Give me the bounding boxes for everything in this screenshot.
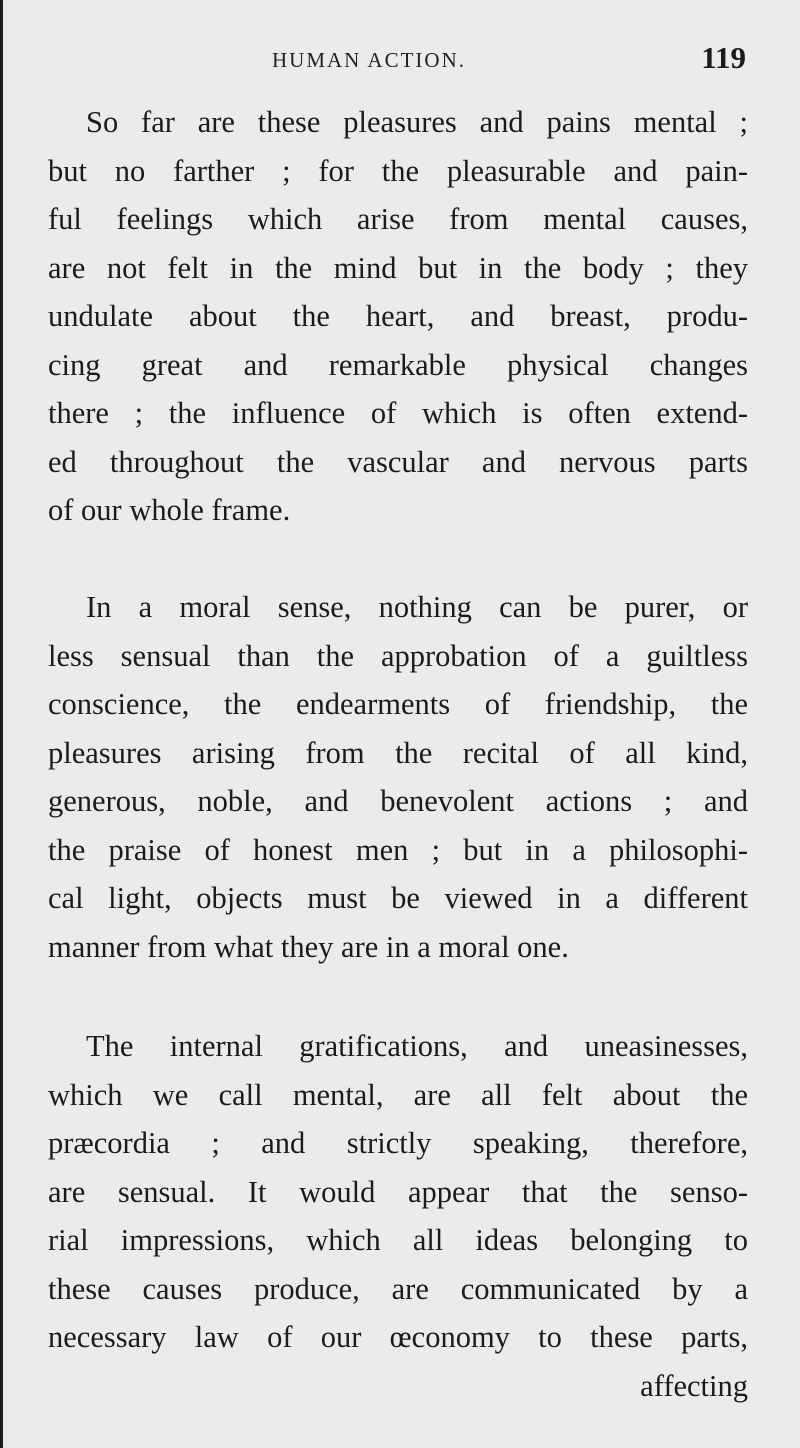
paragraph-line: præcordia ; and strictly speaking, therefore, [48, 1126, 748, 1160]
paragraph-line: which we call mental, are all felt about the [48, 1077, 748, 1112]
paragraph-1 [48, 98, 748, 535]
paragraph-line: So far are these pleasures and pains mental ; [86, 105, 748, 139]
paragraph-line: The internal gratifications, and uneasinesses, [86, 1029, 748, 1063]
running-head [48, 40, 754, 80]
paragraph-line: cal light, objects must be viewed in a different [48, 881, 748, 915]
paragraph-line: rial impressions, which all ideas belonging to [48, 1223, 748, 1257]
paragraph-line: ful feelings which arise from mental causes, [48, 202, 748, 236]
paragraph-line: these causes produce, are communicated by a [48, 1271, 748, 1306]
paragraph-line: necessary law of our œconomy to these parts, [48, 1320, 748, 1354]
paragraph-3 [48, 1022, 748, 1410]
paragraph-line: there ; the influence of which is often extend- [48, 396, 748, 430]
paragraph-line: undulate about the heart, and breast, produ- [48, 299, 748, 333]
paragraph-line: less sensual than the approbation of a guiltless [48, 638, 748, 673]
page-edge-shadow [0, 0, 3, 1448]
paragraph-line: In a moral sense, nothing can be purer, or [86, 590, 748, 624]
paragraph-line: of our whole frame. [48, 493, 291, 527]
running-title: HUMAN ACTION. [272, 48, 466, 72]
paragraph-line: manner from what they are in a moral one. [48, 929, 569, 964]
paragraph-2 [48, 583, 748, 971]
paragraph-line: pleasures arising from the recital of all kind, [48, 735, 748, 770]
catchword: affecting [640, 1368, 748, 1403]
paragraph-line: conscience, the endearments of friendship, the [48, 687, 748, 721]
paragraph-line: but no farther ; for the pleasurable and pain- [48, 153, 748, 188]
paragraph-line: are sensual. It would appear that the senso- [48, 1174, 748, 1209]
paragraph-line: generous, noble, and benevolent actions ; and [48, 784, 748, 818]
paragraph-line: are not felt in the mind but in the body ; they [48, 250, 748, 285]
paragraph-line: the praise of honest men ; but in a philosophi- [48, 832, 748, 867]
page-number: 119 [701, 40, 746, 75]
paragraph-line: cing great and remarkable physical changes [48, 347, 748, 382]
paragraph-line: ed throughout the vascular and nervous parts [48, 444, 748, 479]
